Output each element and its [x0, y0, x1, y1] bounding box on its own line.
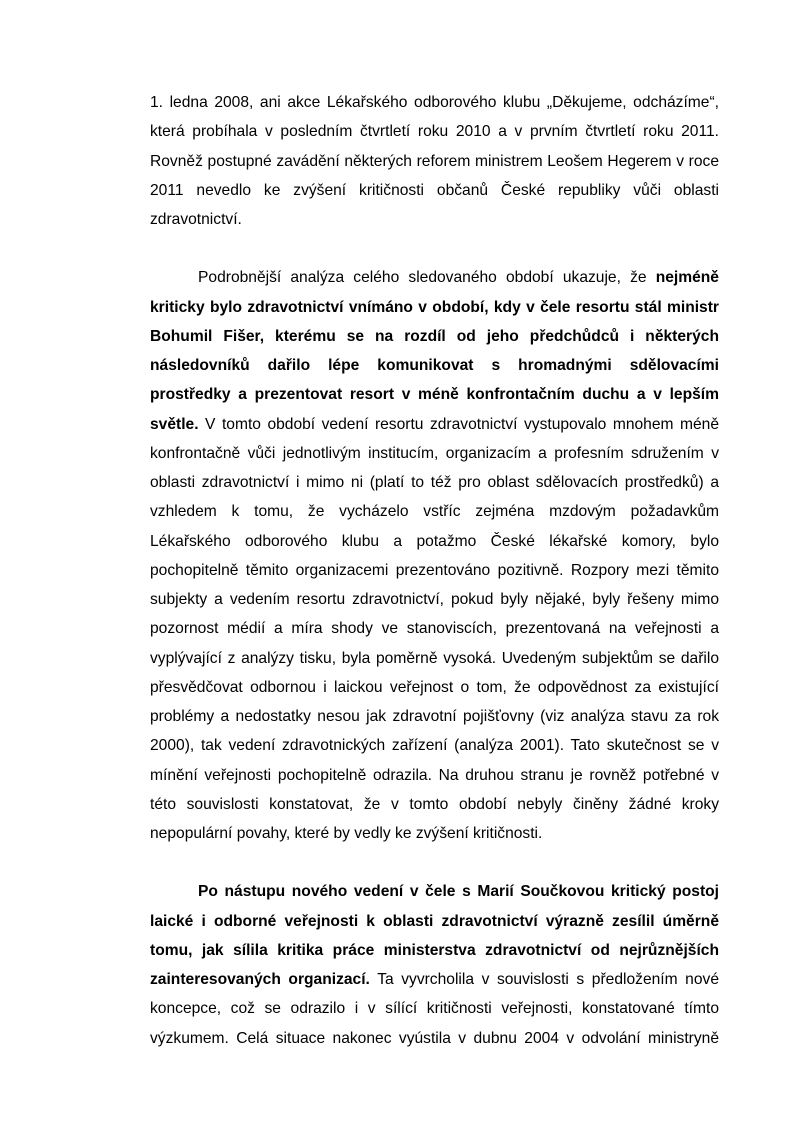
document-page [150, 88, 719, 1053]
paragraph-3-text-rest: Ta vyvrcholila v souvislosti s předložením nové koncepce, což se odrazilo i v sílící kritičnosti veřejnosti, konstatované tímto výzkumem. Celá situace nakonec vyústila v dubnu 2004 v odvolání ministryně [150, 971, 719, 1047]
paragraph-2-bold-statement: nejméně kriticky bylo zdravotnictví vnímáno v období, kdy v čele resortu stál ministr Bohumil Fišer, kterému se na rozdíl od jeho předchůdců i některých následovníků dařilo lépe komunikovat s hromadnými sdělovacími prostředky a prezentovat resort v méně konfrontačním duchu a v lepším světle. [150, 269, 719, 433]
paragraph-2-text-start: Podrobnější analýza celého sledovaného období ukazuje, že [198, 269, 656, 287]
paragraph-1 [150, 88, 719, 234]
paragraph-3-bold-statement: Po nástupu nového vedení v čele s Marií Součkovou kritický postoj laické i odborné veřejnosti k oblasti zdravotnictví výrazně zesílil úměrně tomu, jak sílila kritika práce ministerstva zdravotnictví od nejrůznějších zainteresovaných organizací. [150, 883, 719, 988]
paragraph-2-text-rest: V tomto období vedení resortu zdravotnictví vystupovalo mnohem méně konfrontačně vůči jednotlivým institucím, organizacím a profesním sdružením v oblasti zdravotnictví i mimo ni (platí to též pro oblast sdělovacích prostředků) a vzhledem k tomu, že vycházelo vstříc zejména mzdovým požadavkům Lékařského odborového klubu a potažmo České lékařské komory, bylo pochopitelně těmito organizacemi prezentováno pozitivně. Rozpory mezi těmito subjekty a vedením resortu zdravotnictví, pokud byly nějaké, byly řešeny mimo pozornost médií a míra shody ve stanoviscích, prezentovaná na veřejnosti a vyplývající z analýzy tisku, byla poměrně vysoká. Uvedeným subjektům se dařilo přesvědčovat odbornou i laickou veřejnost o tom, že odpovědnost za existující problémy a nedostatky nesou jak zdravotní pojišťovny (viz analýza stavu za rok 2000), tak vedení zdravotnických zařízení (analýza 2001). Tato skutečnost se v mínění veřejnosti pochopitelně odrazila. Na druhou stranu je rovněž potřebné v této souvislosti konstatovat, že v tomto období nebyly činěny žádné kroky nepopulární povahy, které by vedly ke zvýšení kritičnosti. [150, 415, 719, 842]
paragraph-2 [150, 263, 719, 848]
paragraph-1-text: 1. ledna 2008, ani akce Lékařského odborového klubu „Děkujeme, odcházíme“, která probíhala v posledním čtvrtletí roku 2010 a v prvním čtvrtletí roku 2011. Rovněž postupné zavádění některých reforem ministrem Leošem Hegerem v roce 2011 nevedlo ke zvýšení kritičnosti občanů České republiky vůči oblasti zdravotnictví. [150, 94, 719, 228]
paragraph-3 [150, 877, 719, 1053]
